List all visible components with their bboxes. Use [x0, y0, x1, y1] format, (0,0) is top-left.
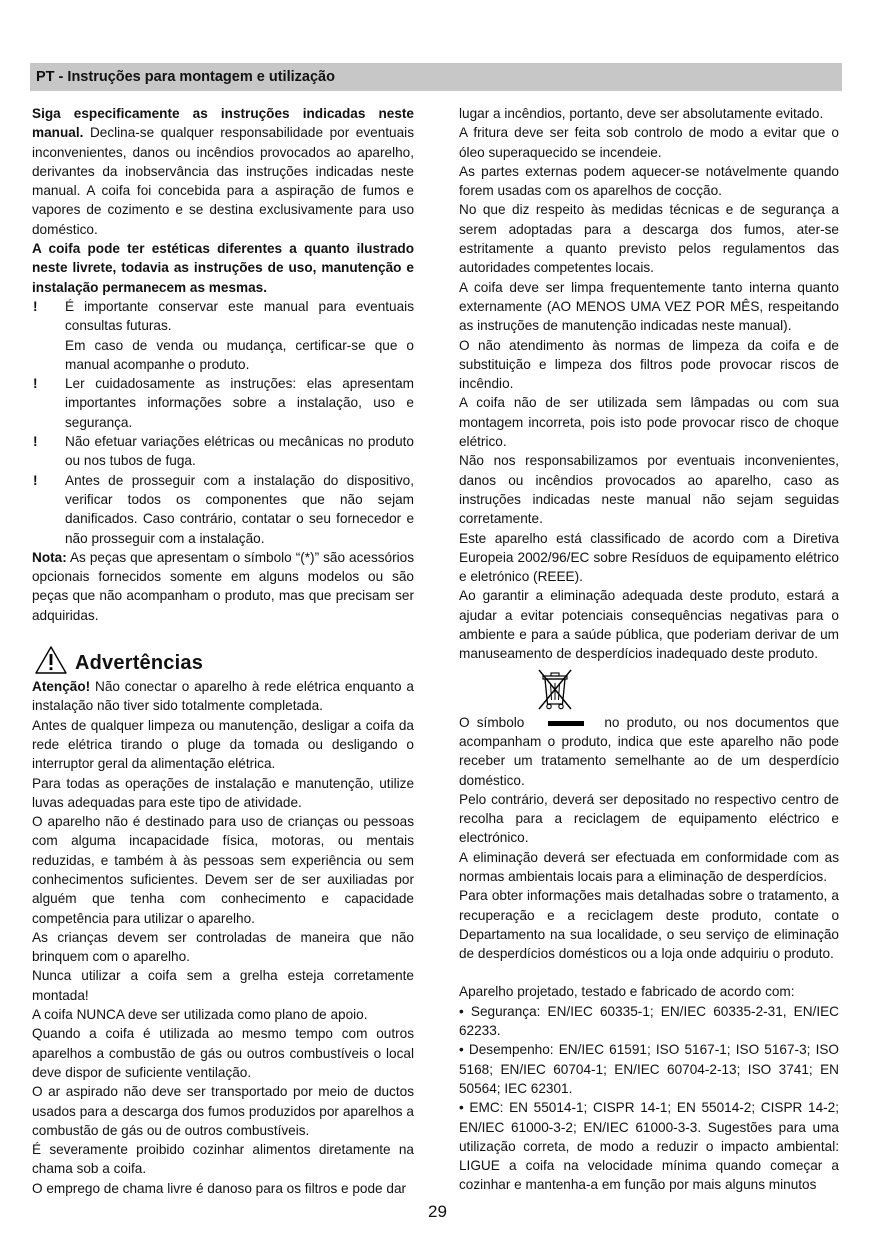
body-paragraph: Pelo contrário, deverá ser depositado no respectivo centro de recolha para a reciclagem de equipamento eléctrico e electrónico. — [459, 791, 839, 846]
body-paragraph: No que diz respeito às medidas técnicas e de segurança a serem adoptadas para a descarga dos fumos, ater-se estritamente a quanto previsto pelos regulamentos das autoridades competentes locais. — [459, 202, 839, 276]
body-paragraph: As partes externas podem aquecer-se notávelmente quando forem usadas com os aparelhos de cocção. — [459, 163, 839, 199]
warning-paragraph: O aparelho não é destinado para uso de crianças ou pessoas com alguma incapacidade física, motoras, ou mentais reduzidas, e também à às pessoas sem experiência ou sem conhecimentos suficientes. Devem ser de ser auxiliadas por alguém que tenha com conhecimento e capacidade competência para utilizar o aparelho. — [32, 814, 414, 926]
body-paragraph: Este aparelho está classificado de acordo com a Diretiva Europeia 2002/96/EC sobre Resíduos de equipamento elétrico e eletrónico (REEE). — [459, 530, 839, 585]
warning-triangle-icon — [34, 645, 68, 675]
warning-paragraph: Antes de qualquer limpeza ou manutenção, desligar a coifa da rede elétrica tirando o pluge da tomada ou desligando o interruptor geral da alimentação elétrica. — [32, 717, 414, 772]
page-number: 29 — [428, 1202, 447, 1221]
warning-paragraph: O emprego de chama livre é danoso para os filtros e pode dar — [32, 1180, 407, 1196]
exclamation-mark: ! — [33, 434, 38, 450]
standards-item: • Desempenho: EN/IEC 61591; ISO 5167-1; ISO 5167-3; ISO 5168; EN/IEC 60704-1; EN/IEC 60704-2-13; ISO 3741; EN 50564; IEC 62301. — [459, 1042, 839, 1096]
bullet-text: Ler cuidadosamente as instruções: elas apresentam importantes informações sobre a instalação, uso e segurança. — [65, 376, 414, 430]
bullet-text: Não efetuar variações elétricas ou mecânicas no produto ou nos tubos de fuga. — [65, 434, 414, 469]
note-paragraph — [32, 548, 414, 625]
bullet-text: Antes de prosseguir com a instalação do dispositivo, verificar todos os componentes que não sejam danificados. Caso contrário, contatar o seu fornecedor e não prosseguir com a instalação. — [65, 472, 414, 546]
warning-paragraph: Nunca utilizar a coifa sem a grelha esteja corretamente montada! — [32, 968, 414, 1003]
exclamation-mark: ! — [33, 298, 38, 314]
body-paragraph: lugar a incêndios, portanto, deve ser absolutamente evitado. — [459, 106, 824, 121]
symbol-post-text: no produto, ou nos documentos que acompanham o produto, indica que este aparelho não pode receber um tratamento semelhante ao de um desperdício doméstico. — [459, 714, 839, 788]
body-paragraph: Para obter informações mais detalhadas sobre o tratamento, a recuperação e a reciclagem deste produto, contate o Departamento na sua localidade, o seu serviço de eliminação de desperdícios domésticos ou a loja onde adquiriu o produto. — [459, 888, 839, 962]
exclamation-mark: ! — [33, 376, 38, 392]
bullet-item — [32, 374, 414, 432]
body-paragraph: Não nos responsabilizamos por eventuais inconvenientes, danos ou incêndios provocados ao aparelho, caso as instruções indicadas neste manual não sejam seguidas corretamente. — [459, 453, 839, 527]
warnings-heading — [32, 645, 414, 676]
note-text: As peças que apresentam o símbolo “(*)” são acessórios opcionais fornecidos somente em alguns modelos ou são peças que não acompanham o produto, mas que precisam ser adquiridas. — [32, 549, 414, 623]
body-paragraph: A eliminação deverá ser efectuada em conformidade com as normas ambientais locais para a eliminação de desperdícios. — [459, 849, 839, 884]
right-column — [459, 104, 839, 1195]
warning-paragraph: O ar aspirado não deve ser transportado por meio de ductos usados para a descarga dos fumos produzidos por aparelhos a combustão de gás ou de outros combustíveis. — [32, 1084, 414, 1138]
attention-label: Atenção! — [32, 679, 91, 695]
attention-paragraph — [32, 677, 414, 716]
warning-paragraph: Quando a coifa é utilizada ao mesmo tempo com outros aparelhos a combustão de gás ou outros combustíveis o local deve dispor de suficiente ventilação. — [32, 1026, 414, 1080]
aesthetics-text: A coifa pode ter estéticas diferentes a quanto ilustrado neste livrete, todavia as instruções de uso, manutenção e instalação permanecem as mesmas. — [32, 241, 414, 295]
body-paragraph: A coifa deve ser limpa frequentemente tanto interna quanto externamente (AO MENOS UMA VEZ POR MÊS, respeitando as instruções de manutenção indicadas neste manual). — [459, 279, 839, 334]
attention-text: Não conectar o aparelho à rede elétrica enquanto a instalação não tiver sido totalmente completada. — [32, 679, 414, 714]
crossed-out-bin-icon — [535, 667, 575, 711]
warning-paragraph: Para todas as operações de instalação e manutenção, utilize luvas adequadas para este tipo de atividade. — [32, 775, 414, 810]
exclamation-mark: ! — [33, 472, 38, 488]
body-paragraph: Ao garantir a eliminação adequada deste produto, estará a ajudar a evitar potenciais consequências negativas para o ambiente e para a saúde pública, que poderiam derivar de um manuseamento de desperdícios inadequado deste produto. — [459, 588, 839, 662]
bullet-item — [32, 432, 414, 471]
body-paragraph: A coifa não de ser utilizada sem lâmpadas ou com sua montagem incorreta, pois isto pode provocar risco de choque elétrico. — [459, 395, 839, 450]
intro-paragraph — [32, 104, 414, 239]
bullet-item — [32, 471, 414, 548]
bullet-text: É importante conservar este manual para eventuais consultas futuras. — [65, 298, 414, 334]
symbol-pre-text: O símbolo — [459, 714, 525, 730]
spacer — [459, 963, 839, 982]
aesthetics-paragraph — [32, 239, 414, 297]
weee-symbol-container — [459, 667, 839, 713]
weee-underline-bar — [548, 721, 584, 726]
bullet-item — [32, 297, 414, 374]
intro-bold: Siga especificamente as instruções indicadas neste manual. — [32, 106, 414, 141]
warning-paragraph: É severamente proibido cozinhar alimentos diretamente na chama sob a coifa. — [32, 1142, 414, 1177]
body-paragraph: O não atendimento às normas de limpeza da coifa e de substituição e limpeza dos filtros pode provocar riscos de incêndio. — [459, 337, 839, 392]
note-label: Nota: — [32, 549, 67, 565]
warnings-title: Advertências — [75, 652, 204, 675]
left-column — [32, 104, 414, 1198]
intro-text: Declina-se qualquer responsabilidade por eventuais inconvenientes, danos ou incêndios provocados ao aparelho, derivantes da inobservância das instruções indicadas neste manual. A coifa foi concebida para a aspiração de fumos e vapores de cozimento e se destina exclusivamente para uso doméstico. — [32, 125, 414, 237]
symbol-paragraph — [459, 713, 839, 790]
warning-paragraph: As crianças devem ser controladas de maneira que não brinquem com o aparelho. — [32, 929, 414, 965]
bullet-text: Em caso de venda ou mudança, certificar-se que o manual acompanhe o produto. — [65, 337, 414, 372]
body-paragraph: A fritura deve ser feita sob controlo de modo a evitar que o óleo superaquecido se incendeie. — [459, 125, 839, 160]
warning-paragraph: A coifa NUNCA deve ser utilizada como plano de apoio. — [32, 1007, 368, 1023]
standards-item: • EMC: EN 55014-1; CISPR 14-1; EN 55014-2; CISPR 14-2; EN/IEC 61000-3-2; EN/IEC 61000-3-3. Sugestões para uma utilização correta, de modo a reduzir o impacto ambiental: LIGUE a coifa na velocidade mínima quando começar a cozinhar e mantenha-a em função por mais alguns minutos — [459, 1100, 839, 1193]
standards-item: • Segurança: EN/IEC 60335-1; EN/IEC 60335-2-31, EN/IEC 62233. — [459, 1003, 839, 1039]
body-paragraph: Aparelho projetado, testado e fabricado de acordo com: — [459, 984, 795, 1000]
section-header: PT - Instruções para montagem e utilização — [30, 63, 842, 91]
